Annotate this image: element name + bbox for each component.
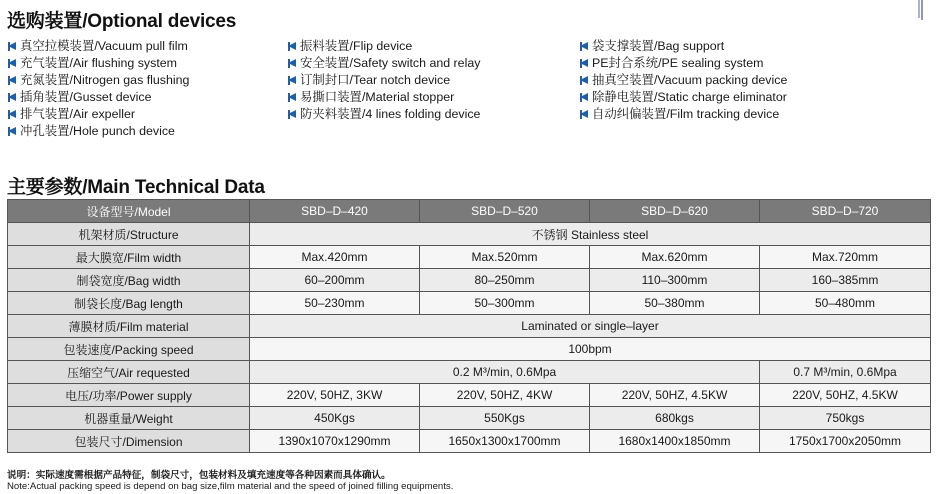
list-item: 真空拉模装置/Vacuum pull film [8, 38, 189, 55]
row-value: 450Kgs [250, 407, 420, 430]
model-cell: SBD–D–520 [420, 200, 590, 223]
bullet-arrow-icon [580, 59, 588, 68]
row-value: 0.2 M³/min, 0.6Mpa [250, 361, 760, 384]
row-value: Max.720mm [760, 246, 931, 269]
list-item: 充气装置/Air flushing system [8, 55, 189, 72]
bullet-arrow-icon [288, 93, 296, 102]
optional-devices-title: 选购装置/Optional devices [7, 11, 237, 32]
row-label: 包装速度/Packing speed [8, 338, 250, 361]
list-item: 袋支撑装置/Bag support [580, 38, 787, 55]
row-label: 机器重量/Weight [8, 407, 250, 430]
list-item: 抽真空装置/Vacuum packing device [580, 72, 787, 89]
row-label: 电压/功率/Power supply [8, 384, 250, 407]
list-item: 防夹料装置/4 lines folding device [288, 106, 480, 123]
optional-devices-column-3 [580, 38, 787, 123]
technical-data-title: 主要参数/Main Technical Data [7, 177, 265, 198]
row-value: 680kgs [590, 407, 760, 430]
row-value: 不锈钢 Stainless steel [250, 223, 931, 246]
row-label: 制袋长度/Bag length [8, 292, 250, 315]
bullet-arrow-icon [288, 110, 296, 119]
row-value: 1650x1300x1700mm [420, 430, 590, 453]
row-value: 1390x1070x1290mm [250, 430, 420, 453]
row-label: 压缩空气/Air requested [8, 361, 250, 384]
row-value: 0.7 M³/min, 0.6Mpa [760, 361, 931, 384]
bullet-arrow-icon [8, 110, 16, 119]
row-value: Max.420mm [250, 246, 420, 269]
table-row [8, 269, 931, 292]
bullet-arrow-icon [8, 127, 16, 136]
row-label: 机架材质/Structure [8, 223, 250, 246]
row-value: 50–300mm [420, 292, 590, 315]
bullet-arrow-icon [580, 76, 588, 85]
bullet-arrow-icon [288, 76, 296, 85]
row-label: 最大膜宽/Film width [8, 246, 250, 269]
table-row [8, 223, 931, 246]
list-item: 自动纠偏装置/Film tracking device [580, 106, 787, 123]
list-item: 插角装置/Gusset device [8, 89, 189, 106]
row-label: 制袋宽度/Bag width [8, 269, 250, 292]
bullet-arrow-icon [8, 59, 16, 68]
model-cell: SBD–D–620 [590, 200, 760, 223]
table-header-row [8, 200, 931, 223]
list-item: 除静电装置/Static charge eliminator [580, 89, 787, 106]
bullet-arrow-icon [288, 42, 296, 51]
row-value: 100bpm [250, 338, 931, 361]
table-row [8, 384, 931, 407]
list-item: 订制封口/Tear notch device [288, 72, 480, 89]
row-label: 包装尺寸/Dimension [8, 430, 250, 453]
bullet-arrow-icon [8, 93, 16, 102]
bullet-arrow-icon [580, 93, 588, 102]
table-row [8, 430, 931, 453]
row-value: 50–230mm [250, 292, 420, 315]
table-row [8, 246, 931, 269]
row-value: 160–385mm [760, 269, 931, 292]
bullet-arrow-icon [288, 59, 296, 68]
row-value: 220V, 50HZ, 4.5KW [590, 384, 760, 407]
bullet-arrow-icon [580, 110, 588, 119]
list-item: PE封合系统/PE sealing system [580, 55, 787, 72]
header-label: 设备型号/Model [8, 200, 250, 223]
row-value: 1680x1400x1850mm [590, 430, 760, 453]
bullet-arrow-icon [8, 42, 16, 51]
corner-fragment-icon [916, 0, 930, 22]
list-item: 振料装置/Flip device [288, 38, 480, 55]
table-row [8, 361, 931, 384]
model-cell: SBD–D–720 [760, 200, 931, 223]
row-value: 50–480mm [760, 292, 931, 315]
list-item: 冲孔装置/Hole punch device [8, 123, 189, 140]
row-value: Max.620mm [590, 246, 760, 269]
row-label: 薄膜材质/Film material [8, 315, 250, 338]
row-value: 50–380mm [590, 292, 760, 315]
row-value: 220V, 50HZ, 4KW [420, 384, 590, 407]
list-item: 充氮装置/Nitrogen gas flushing [8, 72, 189, 89]
note-english: Note:Actual packing speed is depend on bag size,film material and the speed of joined filling equipments. [7, 481, 454, 492]
bullet-arrow-icon [580, 42, 588, 51]
row-value: 80–250mm [420, 269, 590, 292]
model-cell: SBD–D–420 [250, 200, 420, 223]
row-value: 110–300mm [590, 269, 760, 292]
row-value: 60–200mm [250, 269, 420, 292]
list-item: 排气装置/Air expeller [8, 106, 189, 123]
table-row [8, 315, 931, 338]
table-row [8, 292, 931, 315]
table-row [8, 407, 931, 430]
table-row [8, 338, 931, 361]
optional-devices-column-2 [288, 38, 480, 123]
list-item: 安全装置/Safety switch and relay [288, 55, 480, 72]
row-value: Max.520mm [420, 246, 590, 269]
row-value: 1750x1700x2050mm [760, 430, 931, 453]
technical-data-table [7, 199, 931, 453]
bullet-arrow-icon [8, 76, 16, 85]
row-value: 550Kgs [420, 407, 590, 430]
list-item: 易撕口装置/Material stopper [288, 89, 480, 106]
row-value: 750kgs [760, 407, 931, 430]
row-value: 220V, 50HZ, 4.5KW [760, 384, 931, 407]
row-value: 220V, 50HZ, 3KW [250, 384, 420, 407]
note-chinese: 说明：实际速度需根据产品特征，制袋尺寸，包装材料及填充速度等各种因素而具体确认。 [7, 470, 391, 481]
row-value: Laminated or single–layer [250, 315, 931, 338]
optional-devices-column-1 [8, 38, 189, 140]
